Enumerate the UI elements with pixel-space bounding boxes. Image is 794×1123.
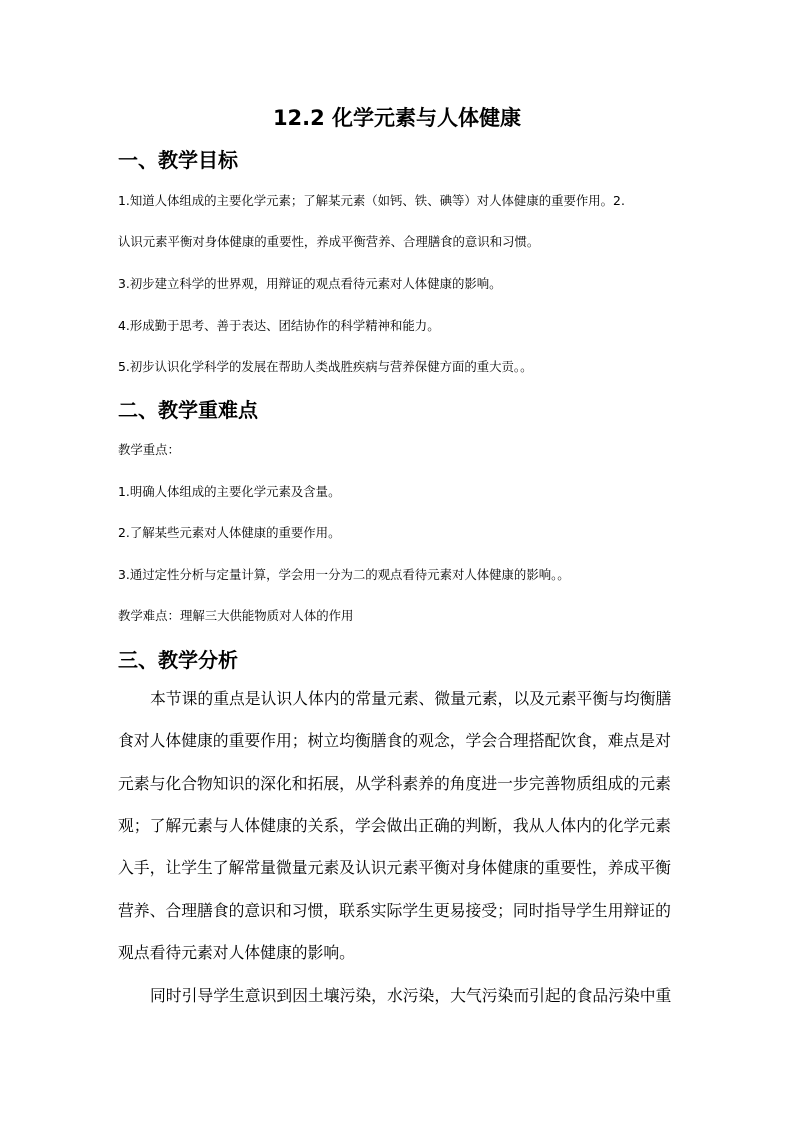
objective-line-4: 4.形成勤于思考、善于表达、团结协作的科学精神和能力。 — [118, 318, 440, 333]
key-point-line-1: 1.明确人体组成的主要化学元素及含量。 — [118, 484, 341, 499]
difficult-point-line: 教学难点：理解三大供能物质对人体的作用 — [118, 608, 354, 623]
key-point-line-2: 2.了解某些元素对人体健康的重要作用。 — [118, 525, 341, 540]
section-heading-key-points: 二、教学重难点 — [118, 398, 258, 422]
analysis-line-1: 本节课的重点是认识人体内的常量元素、微量元素，以及元素平衡与均衡膳 — [150, 689, 672, 708]
analysis-line-8: 同时引导学生意识到因土壤污染，水污染，大气污染而引起的食品污染中重 — [150, 986, 672, 1005]
analysis-line-7: 观点看待元素对人体健康的影响。 — [118, 943, 355, 962]
analysis-line-3: 元素与化合物知识的深化和拓展，从学科素养的角度进一步完善物质组成的元素 — [118, 774, 671, 793]
section-heading-analysis: 三、教学分析 — [118, 648, 238, 672]
key-point-line-3: 3.通过定性分析与定量计算，学会用一分为二的观点看待元素对人体健康的影响。。 — [118, 567, 570, 582]
analysis-line-2: 食对人体健康的重要作用；树立均衡膳食的观念，学会合理搭配饮食，难点是对 — [118, 731, 671, 750]
objective-line-5: 5.初步认识化学科学的发展在帮助人类战胜疾病与营养保健方面的重大贡。。 — [118, 359, 533, 374]
objective-line-2: 认识元素平衡对身体健康的重要性，养成平衡营养、合理膳食的意识和习惯。 — [118, 234, 540, 249]
section-heading-objectives: 一、教学目标 — [118, 148, 238, 172]
page-title: 12.2 化学元素与人体健康 — [272, 106, 522, 130]
objective-line-3: 3.初步建立科学的世界观，用辩证的观点看待元素对人体健康的影响。 — [118, 276, 502, 291]
objective-line-1: 1.知道人体组成的主要化学元素；了解某元素（如钙、铁、碘等）对人体健康的重要作用。2. — [118, 193, 625, 208]
key-points-label: 教学重点： — [118, 442, 180, 457]
analysis-line-6: 营养、合理膳食的意识和习惯，联系实际学生更易接受；同时指导学生用辩证的 — [118, 901, 671, 920]
analysis-line-5: 入手，让学生了解常量微量元素及认识元素平衡对身体健康的重要性，养成平衡 — [118, 858, 671, 877]
analysis-line-4: 观；了解元素与人体健康的关系，学会做出正确的判断，我从人体内的化学元素 — [118, 816, 671, 835]
